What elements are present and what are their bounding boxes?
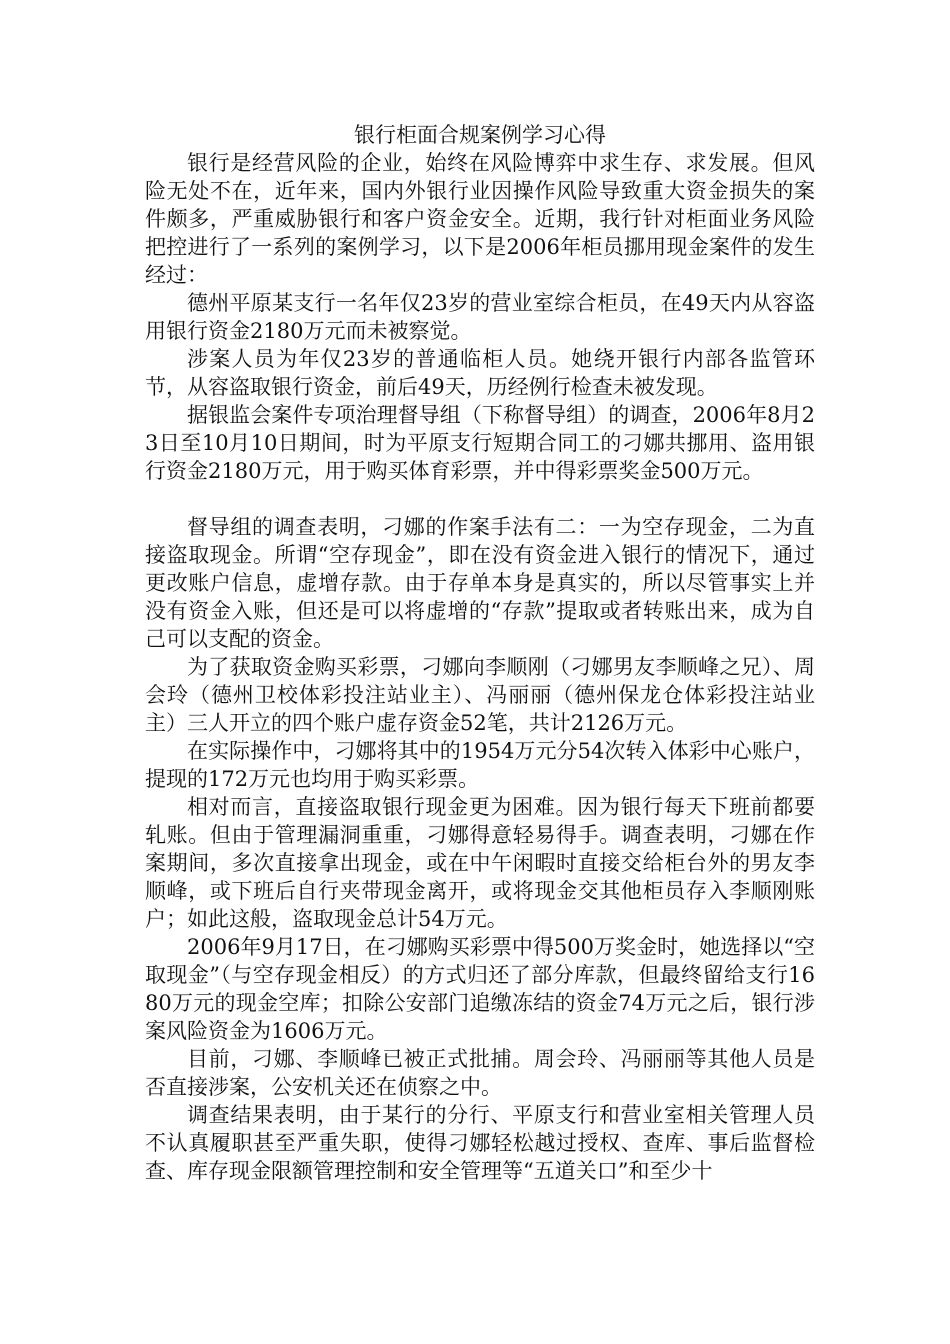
paragraph-suspect: 涉案人员为年仅23岁的普通临柜人员。她绕开银行内部各监管环节，从容盗取银行资金，前后49天，历经例行检查未被发现。 <box>145 347 815 399</box>
paragraph-cash-theft: 相对而言，直接盗取银行现金更为困难。因为银行每天下班前都要轧账。但由于管理漏洞重重，刁娜得意轻易得手。调查表明，刁娜在作案期间，多次直接拿出现金，或在中午闲暇时直接交给柜台外的男友李顺峰，或下班后自行夹带现金离开，或将现金交其他柜员存入李顺刚账户；如此这般，盗取现金总计54万元。 <box>145 795 815 931</box>
paragraph-summary: 德州平原某支行一名年仅23岁的营业室综合柜员，在49天内从容盗用银行资金2180万元而未被察觉。 <box>145 291 815 343</box>
document-body <box>145 121 815 1185</box>
paragraph-investigation: 据银监会案件专项治理督导组（下称督导组）的调查，2006年8月23日至10月10日期间，时为平原支行短期合同工的刁娜共挪用、盗用银行资金2180万元，用于购买体育彩票，并中得彩票奖金500万元。 <box>145 403 815 483</box>
paragraph-repayment: 2006年9月17日，在刁娜购买彩票中得500万奖金时，她选择以“空取现金”（与空存现金相反）的方式归还了部分库款，但最终留给支行1680万元的现金空库；扣除公安部门追缴冻结的资金74万元之后，银行涉案风险资金为1606万元。 <box>145 935 815 1043</box>
document-title: 银行柜面合规案例学习心得 <box>354 123 606 147</box>
paragraph-transfers: 在实际操作中，刁娜将其中的1954万元分54次转入体彩中心账户，提现的172万元也均用于购买彩票。 <box>145 739 815 791</box>
paragraph-arrest: 目前，刁娜、李顺峰已被正式批捕。周会玲、冯丽丽等其他人员是否直接涉案，公安机关还在侦察之中。 <box>145 1047 815 1099</box>
paragraph-false-deposits: 为了获取资金购买彩票，刁娜向李顺刚（刁娜男友李顺峰之兄）、周会玲（德州卫校体彩投注站业主）、冯丽丽（德州保龙仓体彩投注站业主）三人开立的四个账户虚存资金52笔，共计2126万元。 <box>145 655 815 735</box>
paragraph-method: 督导组的调查表明，刁娜的作案手法有二：一为空存现金，二为直接盗取现金。所谓“空存现金”，即在没有资金进入银行的情况下，通过更改账户信息，虚增存款。由于存单本身是真实的，所以尽管事实上并没有资金入账，但还是可以将虚增的“存款”提取或者转账出来，成为自己可以支配的资金。 <box>145 515 815 651</box>
paragraph-findings: 调查结果表明，由于某行的分行、平原支行和营业室相关管理人员不认真履职甚至严重失职，使得刁娜轻松越过授权、查库、事后监督检查、库存现金限额管理控制和安全管理等“五道关口”和至少十 <box>145 1103 815 1183</box>
paragraph-intro: 银行是经营风险的企业，始终在风险博弈中求生存、求发展。但风险无处不在，近年来，国内外银行业因操作风险导致重大资金损失的案件颇多，严重威胁银行和客户资金安全。近期，我行针对柜面业务风险把控进行了一系列的案例学习，以下是2006年柜员挪用现金案件的发生经过： <box>145 151 815 287</box>
